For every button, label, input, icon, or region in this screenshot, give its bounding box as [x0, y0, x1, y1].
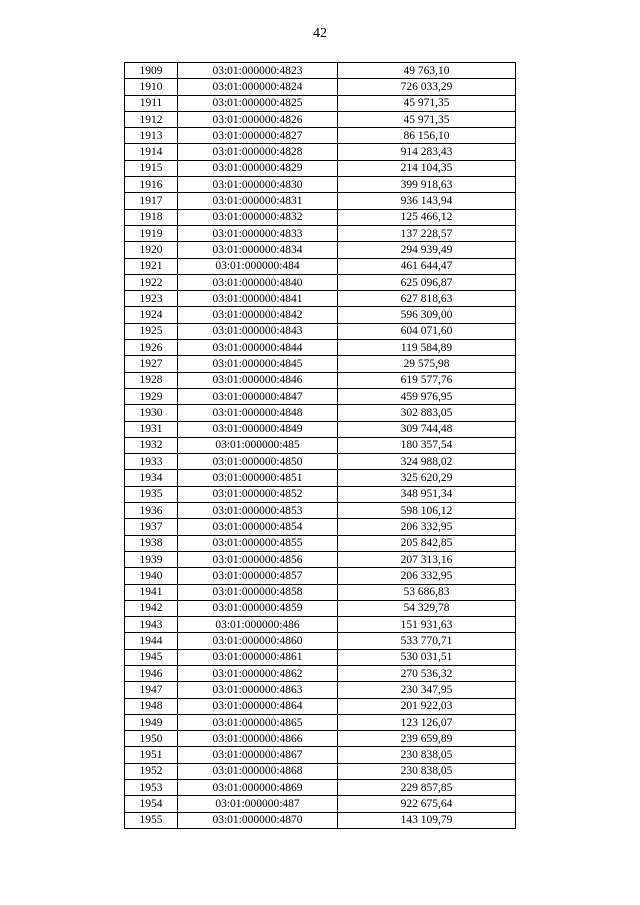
cadastral-number-cell: 03:01:000000:4867 [178, 747, 338, 763]
cadastral-value-cell: 533 770,71 [338, 633, 516, 649]
table-row [125, 63, 516, 79]
row-number-cell: 1913 [125, 128, 178, 144]
row-number-cell: 1929 [125, 388, 178, 404]
cadastral-number-cell: 03:01:000000:484 [178, 258, 338, 274]
table-row [125, 372, 516, 388]
cadastral-number-cell: 03:01:000000:4868 [178, 763, 338, 779]
table-row [125, 258, 516, 274]
cadastral-value-cell: 324 988,02 [338, 454, 516, 470]
cadastral-value-cell: 229 857,85 [338, 780, 516, 796]
table-row [125, 682, 516, 698]
row-number-cell: 1934 [125, 470, 178, 486]
cadastral-number-cell: 03:01:000000:4843 [178, 323, 338, 339]
cadastral-number-cell: 03:01:000000:4842 [178, 307, 338, 323]
row-number-cell: 1945 [125, 649, 178, 665]
cadastral-value-cell: 125 466,12 [338, 209, 516, 225]
cadastral-value-cell: 230 347,95 [338, 682, 516, 698]
row-number-cell: 1936 [125, 503, 178, 519]
row-number-cell: 1915 [125, 160, 178, 176]
cadastral-value-cell: 598 106,12 [338, 503, 516, 519]
table-row [125, 584, 516, 600]
table-row [125, 796, 516, 812]
cadastral-number-cell: 03:01:000000:4829 [178, 160, 338, 176]
cadastral-number-cell: 03:01:000000:486 [178, 617, 338, 633]
table-row [125, 731, 516, 747]
table-row [125, 307, 516, 323]
cadastral-value-cell: 206 332,95 [338, 568, 516, 584]
cadastral-value-cell: 325 620,29 [338, 470, 516, 486]
cadastral-value-cell: 302 883,05 [338, 405, 516, 421]
cadastral-value-cell: 54 329,78 [338, 600, 516, 616]
row-number-cell: 1942 [125, 600, 178, 616]
cadastral-value-cell: 49 763,10 [338, 63, 516, 79]
cadastral-number-cell: 03:01:000000:4854 [178, 519, 338, 535]
cadastral-value-cell: 119 584,89 [338, 340, 516, 356]
cadastral-value-cell: 596 309,00 [338, 307, 516, 323]
cadastral-number-cell: 03:01:000000:4857 [178, 568, 338, 584]
row-number-cell: 1916 [125, 177, 178, 193]
row-number-cell: 1926 [125, 340, 178, 356]
cadastral-value-cell: 143 109,79 [338, 812, 516, 828]
table-row [125, 193, 516, 209]
table-row [125, 111, 516, 127]
cadastral-number-cell: 03:01:000000:4827 [178, 128, 338, 144]
row-number-cell: 1940 [125, 568, 178, 584]
table-row [125, 323, 516, 339]
row-number-cell: 1946 [125, 665, 178, 681]
table-row [125, 747, 516, 763]
row-number-cell: 1949 [125, 714, 178, 730]
page-number: 42 [313, 26, 327, 41]
table-row [125, 388, 516, 404]
table-row [125, 356, 516, 372]
table-row [125, 617, 516, 633]
cadastral-value-cell: 922 675,64 [338, 796, 516, 812]
table-row [125, 160, 516, 176]
cadastral-value-cell: 205 842,85 [338, 535, 516, 551]
cadastral-number-cell: 03:01:000000:4847 [178, 388, 338, 404]
row-number-cell: 1922 [125, 274, 178, 290]
cadastral-number-cell: 03:01:000000:4852 [178, 486, 338, 502]
table-row [125, 79, 516, 95]
cadastral-number-cell: 03:01:000000:4856 [178, 551, 338, 567]
cadastral-number-cell: 03:01:000000:4845 [178, 356, 338, 372]
table-row [125, 503, 516, 519]
cadastral-number-cell: 03:01:000000:4826 [178, 111, 338, 127]
cadastral-value-cell: 137 228,57 [338, 225, 516, 241]
cadastral-value-cell: 151 931,63 [338, 617, 516, 633]
row-number-cell: 1927 [125, 356, 178, 372]
cadastral-number-cell: 03:01:000000:4823 [178, 63, 338, 79]
table-row [125, 291, 516, 307]
cadastral-value-cell: 45 971,35 [338, 95, 516, 111]
row-number-cell: 1924 [125, 307, 178, 323]
cadastral-number-cell: 03:01:000000:4864 [178, 698, 338, 714]
cadastral-value-cell: 914 283,43 [338, 144, 516, 160]
table-row [125, 551, 516, 567]
cadastral-number-cell: 03:01:000000:4862 [178, 665, 338, 681]
row-number-cell: 1930 [125, 405, 178, 421]
cadastral-number-cell: 03:01:000000:4840 [178, 274, 338, 290]
table-row [125, 763, 516, 779]
row-number-cell: 1920 [125, 242, 178, 258]
row-number-cell: 1935 [125, 486, 178, 502]
row-number-cell: 1943 [125, 617, 178, 633]
row-number-cell: 1937 [125, 519, 178, 535]
cadastral-number-cell: 03:01:000000:4865 [178, 714, 338, 730]
cadastral-value-table [124, 62, 516, 829]
row-number-cell: 1919 [125, 225, 178, 241]
cadastral-number-cell: 03:01:000000:4859 [178, 600, 338, 616]
cadastral-value-cell: 627 818,63 [338, 291, 516, 307]
row-number-cell: 1951 [125, 747, 178, 763]
cadastral-value-cell: 29 575,98 [338, 356, 516, 372]
table-row [125, 421, 516, 437]
cadastral-value-cell: 180 357,54 [338, 437, 516, 453]
cadastral-value-cell: 53 686,83 [338, 584, 516, 600]
cadastral-value-cell: 294 939,49 [338, 242, 516, 258]
cadastral-value-cell: 625 096,87 [338, 274, 516, 290]
cadastral-number-cell: 03:01:000000:487 [178, 796, 338, 812]
table-row [125, 454, 516, 470]
table-row [125, 535, 516, 551]
row-number-cell: 1954 [125, 796, 178, 812]
cadastral-number-cell: 03:01:000000:4869 [178, 780, 338, 796]
row-number-cell: 1918 [125, 209, 178, 225]
row-number-cell: 1952 [125, 763, 178, 779]
cadastral-value-cell: 45 971,35 [338, 111, 516, 127]
table-row [125, 405, 516, 421]
cadastral-value-cell: 86 156,10 [338, 128, 516, 144]
cadastral-value-cell: 604 071,60 [338, 323, 516, 339]
table-body [125, 63, 516, 829]
row-number-cell: 1950 [125, 731, 178, 747]
table-row [125, 698, 516, 714]
row-number-cell: 1955 [125, 812, 178, 828]
table-row [125, 714, 516, 730]
cadastral-number-cell: 03:01:000000:4849 [178, 421, 338, 437]
table-row [125, 665, 516, 681]
table-row [125, 340, 516, 356]
table-row [125, 470, 516, 486]
cadastral-number-cell: 03:01:000000:4825 [178, 95, 338, 111]
cadastral-number-cell: 03:01:000000:4828 [178, 144, 338, 160]
row-number-cell: 1948 [125, 698, 178, 714]
cadastral-number-cell: 03:01:000000:4851 [178, 470, 338, 486]
cadastral-number-cell: 03:01:000000:4855 [178, 535, 338, 551]
row-number-cell: 1925 [125, 323, 178, 339]
table-row [125, 812, 516, 828]
cadastral-number-cell: 03:01:000000:4841 [178, 291, 338, 307]
row-number-cell: 1909 [125, 63, 178, 79]
cadastral-value-cell: 619 577,76 [338, 372, 516, 388]
cadastral-value-cell: 207 313,16 [338, 551, 516, 567]
table-row [125, 519, 516, 535]
row-number-cell: 1947 [125, 682, 178, 698]
row-number-cell: 1917 [125, 193, 178, 209]
table-row [125, 209, 516, 225]
row-number-cell: 1944 [125, 633, 178, 649]
table-row [125, 242, 516, 258]
cadastral-value-cell: 459 976,95 [338, 388, 516, 404]
cadastral-value-cell: 123 126,07 [338, 714, 516, 730]
table-row [125, 95, 516, 111]
cadastral-number-cell: 03:01:000000:4860 [178, 633, 338, 649]
table-row [125, 600, 516, 616]
table-row [125, 274, 516, 290]
cadastral-value-cell: 239 659,89 [338, 731, 516, 747]
cadastral-value-cell: 201 922,03 [338, 698, 516, 714]
cadastral-value-cell: 270 536,32 [338, 665, 516, 681]
cadastral-number-cell: 03:01:000000:4861 [178, 649, 338, 665]
table-row [125, 225, 516, 241]
table-row [125, 177, 516, 193]
cadastral-value-cell: 230 838,05 [338, 747, 516, 763]
cadastral-number-cell: 03:01:000000:4834 [178, 242, 338, 258]
cadastral-number-cell: 03:01:000000:4844 [178, 340, 338, 356]
cadastral-number-cell: 03:01:000000:4848 [178, 405, 338, 421]
table-row [125, 633, 516, 649]
row-number-cell: 1941 [125, 584, 178, 600]
cadastral-value-cell: 399 918,63 [338, 177, 516, 193]
row-number-cell: 1928 [125, 372, 178, 388]
table-row [125, 649, 516, 665]
table-row [125, 568, 516, 584]
cadastral-number-cell: 03:01:000000:4831 [178, 193, 338, 209]
cadastral-value-cell: 348 951,34 [338, 486, 516, 502]
cadastral-number-cell: 03:01:000000:4853 [178, 503, 338, 519]
row-number-cell: 1911 [125, 95, 178, 111]
cadastral-value-cell: 936 143,94 [338, 193, 516, 209]
table-row [125, 437, 516, 453]
row-number-cell: 1912 [125, 111, 178, 127]
cadastral-number-cell: 03:01:000000:4833 [178, 225, 338, 241]
cadastral-number-cell: 03:01:000000:4863 [178, 682, 338, 698]
cadastral-value-cell: 461 644,47 [338, 258, 516, 274]
row-number-cell: 1938 [125, 535, 178, 551]
row-number-cell: 1953 [125, 780, 178, 796]
cadastral-number-cell: 03:01:000000:4824 [178, 79, 338, 95]
cadastral-value-cell: 206 332,95 [338, 519, 516, 535]
row-number-cell: 1921 [125, 258, 178, 274]
cadastral-number-cell: 03:01:000000:4846 [178, 372, 338, 388]
cadastral-number-cell: 03:01:000000:485 [178, 437, 338, 453]
cadastral-number-cell: 03:01:000000:4858 [178, 584, 338, 600]
row-number-cell: 1939 [125, 551, 178, 567]
cadastral-value-cell: 530 031,51 [338, 649, 516, 665]
table-row [125, 144, 516, 160]
table-row [125, 486, 516, 502]
cadastral-number-cell: 03:01:000000:4832 [178, 209, 338, 225]
row-number-cell: 1932 [125, 437, 178, 453]
row-number-cell: 1933 [125, 454, 178, 470]
table-row [125, 780, 516, 796]
cadastral-number-cell: 03:01:000000:4866 [178, 731, 338, 747]
row-number-cell: 1931 [125, 421, 178, 437]
cadastral-value-cell: 214 104,35 [338, 160, 516, 176]
cadastral-number-cell: 03:01:000000:4870 [178, 812, 338, 828]
cadastral-value-cell: 726 033,29 [338, 79, 516, 95]
cadastral-number-cell: 03:01:000000:4850 [178, 454, 338, 470]
cadastral-value-cell: 309 744,48 [338, 421, 516, 437]
cadastral-number-cell: 03:01:000000:4830 [178, 177, 338, 193]
row-number-cell: 1914 [125, 144, 178, 160]
cadastral-value-cell: 230 838,05 [338, 763, 516, 779]
table-row [125, 128, 516, 144]
row-number-cell: 1923 [125, 291, 178, 307]
row-number-cell: 1910 [125, 79, 178, 95]
